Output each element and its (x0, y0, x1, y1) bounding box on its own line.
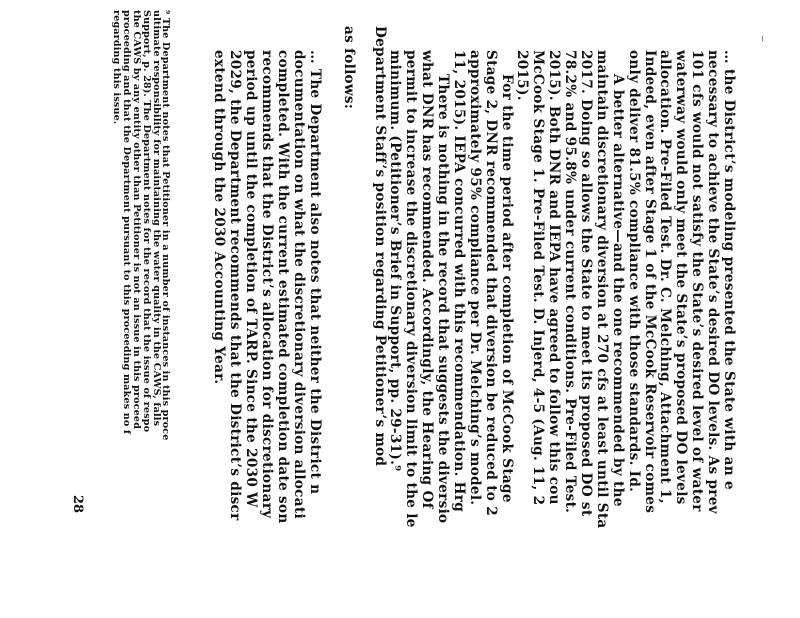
scan-mark (762, 36, 763, 41)
body-line: allocation. Pre-Filed Test. Dr. C. Melching, Attachment 1, (657, 50, 674, 504)
body-line: McCook Stage 1. Pre-Filed Test. D. Injerd, 4-5 (Aug. 11, 2 (530, 50, 547, 506)
body-line: Department Staff’s position regarding Petitioner’s mod (371, 26, 388, 467)
body-line: … the District’s modeling presented the State with an e (721, 50, 737, 490)
body-line: minimum. (Petitioner’s Brief in Support, pp. 29-31).⁹ (387, 50, 404, 472)
body-line: necessary to achieve the State’s desired DO levels. As prev (705, 50, 722, 514)
body-line: completed. With the current estimated completion date son (274, 50, 291, 524)
body-line: as follows: (340, 26, 357, 110)
body-line: A better alternative—and the one recommended by the (609, 74, 626, 507)
body-line: recommends that the District’s allocation for discretionary (259, 50, 276, 519)
body-line: maintain discretionary diversion at 270 cfs at least until Sta (593, 50, 610, 529)
footnote-line: the CAWS by any entity other than Petitioner is not an issue in this proceed (130, 10, 142, 430)
body-line: waterway would only meet the State’s proposed DO levels (673, 50, 690, 505)
rotated-text-block (111, 10, 737, 618)
body-line: only deliver 81.5% compliance with those standards. Id. (625, 50, 642, 493)
body-line: For the time period after completion of McCook Stage (498, 74, 515, 503)
footnote (111, 10, 170, 618)
body-line: what DNR has recommended. Accordingly, the Hearing Of (419, 50, 436, 509)
body-line: 78.2% and 95.8% under current conditions. Pre-Filed Test. (562, 50, 579, 514)
footnote-line: ultimate responsibility for maintaining the water quality in the CAWS, falls (150, 10, 162, 427)
footnote-line: ⁹ The Department notes that Petitioner in a number of instances in this proce (160, 10, 172, 441)
body-line (356, 50, 372, 618)
body-line: … The Department also notes that neither the District n (306, 50, 323, 495)
body-line: 2015). (514, 50, 531, 101)
body-line: documentation on what the discretionary diversion allocati (290, 50, 307, 519)
body-line: 2015). Both DNR and IEPA have agreed to follow this cou (546, 50, 563, 505)
body-line: 101 cfs would not satisfy the State’s desired level of water (689, 50, 706, 512)
body-line: Stage 2, DNR recommended that diversion be reduced to 2 (482, 50, 499, 516)
footnote-line: Support, p. 28). The Department notes for the record that the issue of respo (140, 10, 152, 433)
body-line: 11, 2015). IEPA concurred with this recommendation. Hrg (450, 50, 467, 513)
footnote-line: regarding this issue. (111, 10, 123, 125)
body-line: extend through the 2030 Accounting Year. (211, 50, 228, 385)
body-line: period up until the completion of TARP. Since the 2030 W (243, 50, 260, 508)
body-line: 2029, the Department recommends that the District’s discr (227, 50, 244, 521)
body-line: permit to increase the discretionary diversion limit to the le (403, 50, 420, 528)
body-line: Indeed, even after Stage 1 of the McCook Reservoir comes (641, 50, 658, 514)
body-line: approximately 95% compliance per Dr. Melching’s model. (466, 50, 483, 506)
body-line: There is nothing in the record that suggests the diversio (434, 74, 451, 524)
footnote-line: proceeding and that the Department pursuant to this proceeding makes no f (120, 10, 132, 435)
body-line: 2017. Doing so allows the State to meet its proposed DO st (577, 50, 594, 517)
page-number: 28 (70, 495, 85, 514)
